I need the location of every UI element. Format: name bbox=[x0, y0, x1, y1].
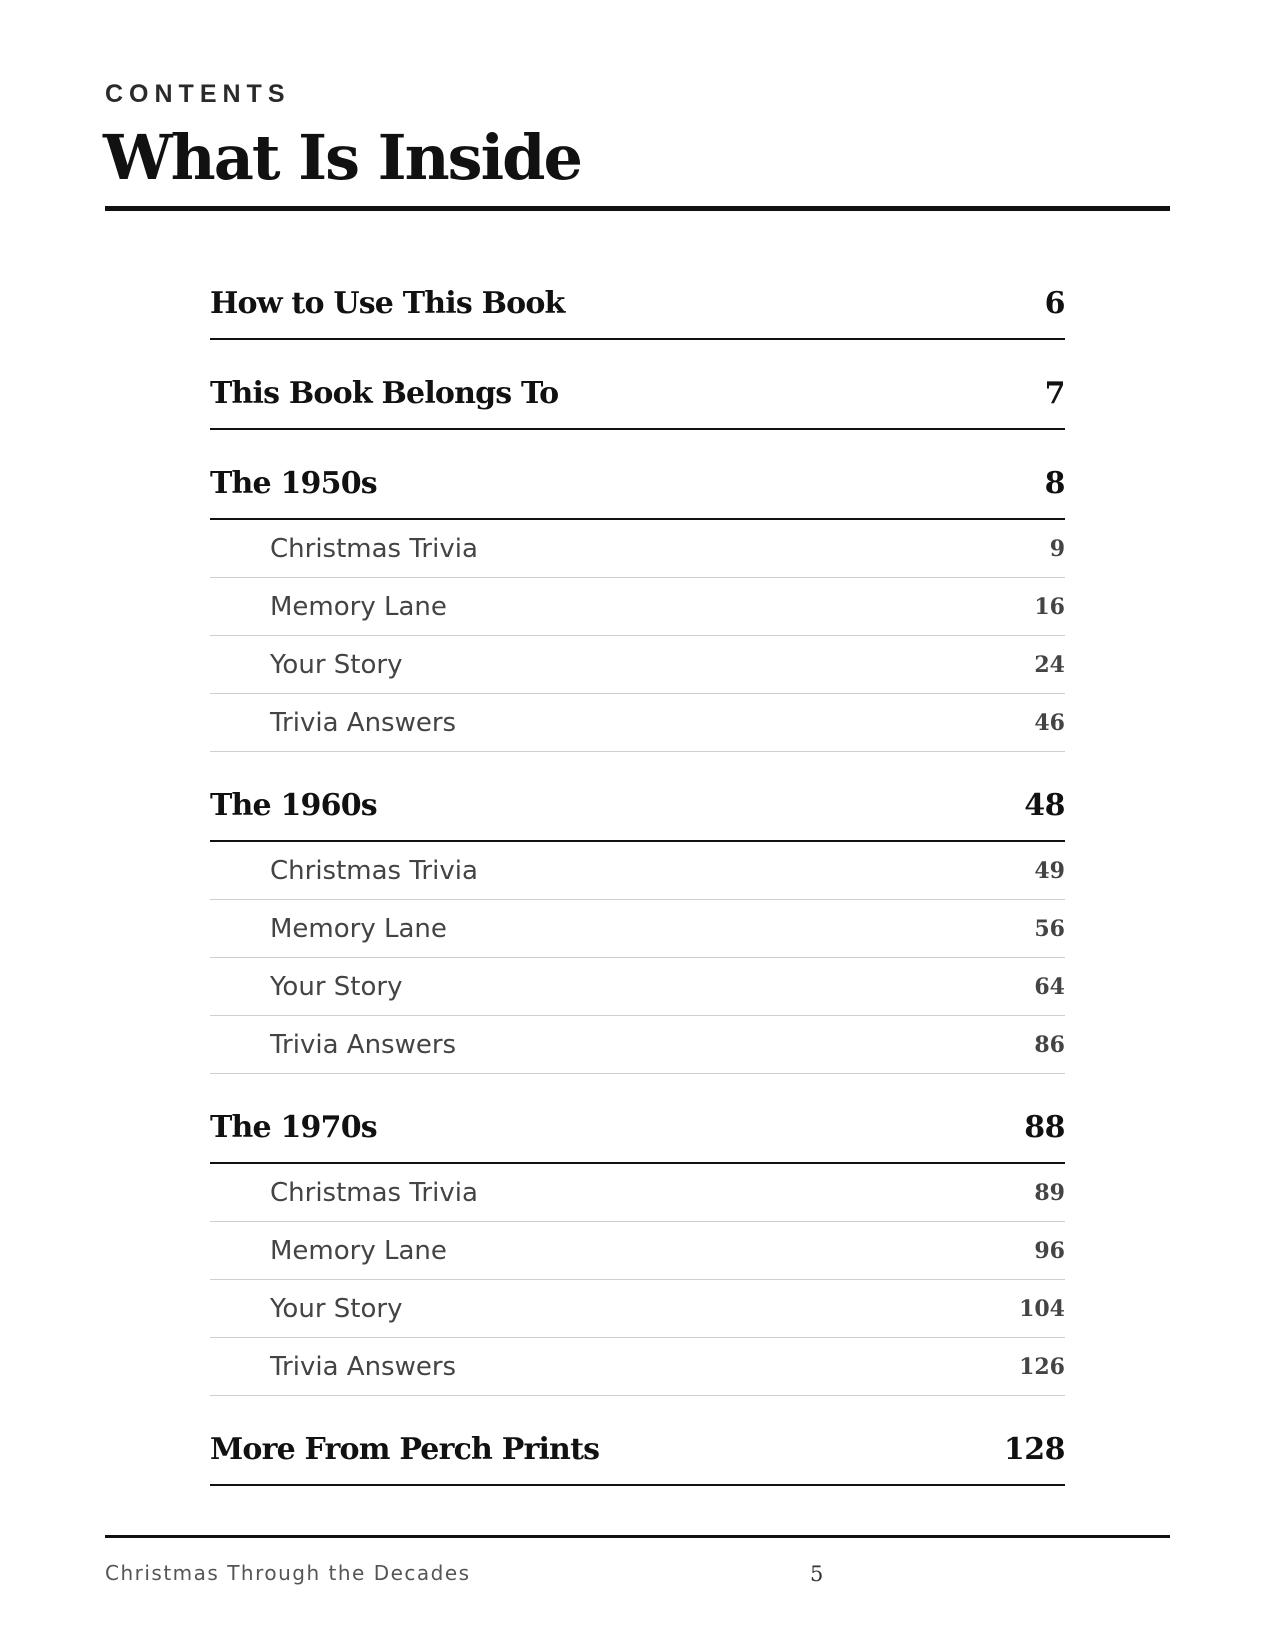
toc-subentry-label: Christmas Trivia bbox=[270, 533, 478, 564]
toc-entry-label: How to Use This Book bbox=[210, 285, 565, 321]
toc-subentry-page: 49 bbox=[1034, 857, 1065, 884]
toc-entry-label: More From Perch Prints bbox=[210, 1431, 600, 1467]
toc-subentry[interactable] bbox=[210, 520, 1065, 578]
toc-subentry-label: Memory Lane bbox=[270, 913, 447, 944]
toc-subentry-page: 89 bbox=[1034, 1179, 1065, 1206]
toc-subentry[interactable] bbox=[210, 694, 1065, 752]
toc-section-1970s[interactable] bbox=[210, 1092, 1065, 1164]
toc-subentry-label: Christmas Trivia bbox=[270, 1177, 478, 1208]
toc-entry-belongs-to[interactable] bbox=[210, 358, 1065, 430]
toc-subentry-page: 9 bbox=[1049, 535, 1065, 562]
page-title: What Is Inside bbox=[103, 121, 581, 194]
toc-entry-label: This Book Belongs To bbox=[210, 375, 559, 411]
toc-subentry-page: 64 bbox=[1034, 973, 1065, 1000]
toc-subentry-label: Your Story bbox=[270, 649, 403, 680]
toc-entry-page: 6 bbox=[1044, 285, 1065, 321]
toc-subentry[interactable] bbox=[210, 1164, 1065, 1222]
footer-divider bbox=[105, 1535, 1170, 1538]
toc-entry-how-to-use[interactable] bbox=[210, 268, 1065, 340]
toc-subentry-label: Your Story bbox=[270, 1293, 403, 1324]
toc-section-label: The 1960s bbox=[210, 787, 377, 823]
title-divider bbox=[105, 206, 1170, 211]
toc-subentry[interactable] bbox=[210, 1338, 1065, 1396]
toc-subentry-page: 96 bbox=[1034, 1237, 1065, 1264]
toc-subentry[interactable] bbox=[210, 1222, 1065, 1280]
toc-entry-more-from-perch-prints[interactable] bbox=[210, 1414, 1065, 1486]
toc-subentry-label: Your Story bbox=[270, 971, 403, 1002]
toc-subentry-page: 126 bbox=[1019, 1353, 1065, 1380]
toc-subentry[interactable] bbox=[210, 1280, 1065, 1338]
toc-section-label: The 1970s bbox=[210, 1109, 377, 1145]
toc-entry-page: 128 bbox=[1003, 1431, 1065, 1467]
toc-entry-page: 7 bbox=[1044, 375, 1065, 411]
toc-section-page: 48 bbox=[1024, 787, 1065, 823]
toc-subentry-page: 46 bbox=[1034, 709, 1065, 736]
toc-section-page: 8 bbox=[1044, 465, 1065, 501]
toc-subentry-page: 16 bbox=[1034, 593, 1065, 620]
toc-section-label: The 1950s bbox=[210, 465, 377, 501]
toc-subentry-label: Trivia Answers bbox=[270, 707, 457, 738]
toc-subentry-label: Memory Lane bbox=[270, 1235, 447, 1266]
contents-kicker: CONTENTS bbox=[105, 80, 291, 108]
toc-section-page: 88 bbox=[1024, 1109, 1065, 1145]
toc-subentry[interactable] bbox=[210, 578, 1065, 636]
footer-page-number: 5 bbox=[810, 1562, 824, 1586]
toc-subentry-page: 56 bbox=[1034, 915, 1065, 942]
toc-subentry-label: Trivia Answers bbox=[270, 1351, 457, 1382]
toc-subentry[interactable] bbox=[210, 842, 1065, 900]
toc-section-1950s[interactable] bbox=[210, 448, 1065, 520]
table-of-contents bbox=[210, 268, 1065, 1486]
toc-subentry[interactable] bbox=[210, 1016, 1065, 1074]
toc-section-1960s[interactable] bbox=[210, 770, 1065, 842]
toc-subentry-page: 104 bbox=[1019, 1295, 1065, 1322]
footer-book-title: Christmas Through the Decades bbox=[105, 1561, 471, 1585]
toc-subentry[interactable] bbox=[210, 958, 1065, 1016]
toc-subentry-page: 24 bbox=[1034, 651, 1065, 678]
toc-subentry-label: Memory Lane bbox=[270, 591, 447, 622]
toc-subentry[interactable] bbox=[210, 636, 1065, 694]
toc-subentry-label: Trivia Answers bbox=[270, 1029, 457, 1060]
toc-subentry-label: Christmas Trivia bbox=[270, 855, 478, 886]
toc-subentry-page: 86 bbox=[1034, 1031, 1065, 1058]
toc-subentry[interactable] bbox=[210, 900, 1065, 958]
